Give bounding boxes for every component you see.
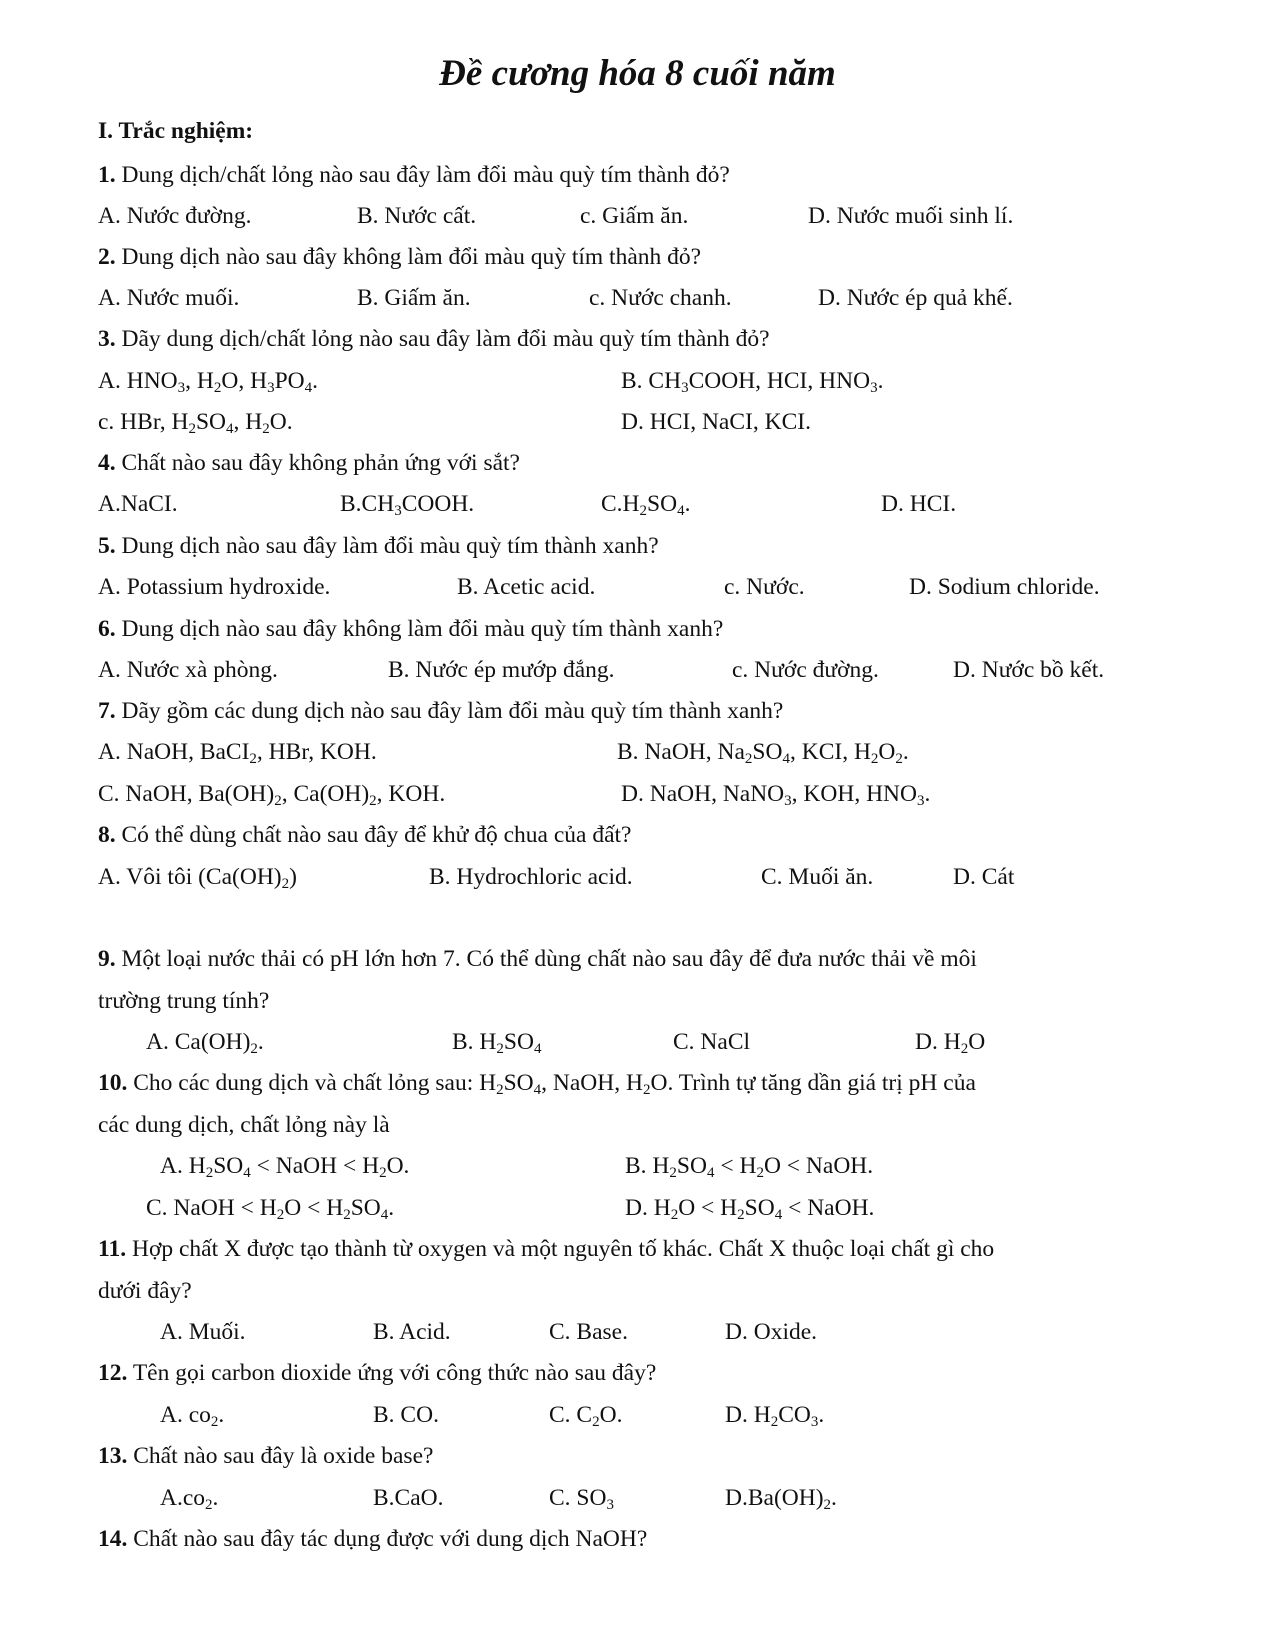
answer-option-a: A.NaCI. (98, 491, 178, 517)
question-13 (98, 1441, 433, 1471)
answer-option-d: D. Nước muối sinh lí. (808, 203, 1014, 229)
question-text: Cho các dung dịch và chất lỏng sau: $H_2SO_4$, NaOH, $H_2O$. Trình tự tăng dần giá trị pH của (127, 1070, 976, 1098)
answer-option-b: B. Acetic acid. (457, 574, 596, 600)
question-number: 12. (98, 1360, 128, 1386)
answer-option-d: D. Nước ép quả khế. (818, 285, 1013, 311)
question-14 (98, 1524, 647, 1554)
question-text: Tên gọi carbon dioxide ứng với công thức nào sau đây? (127, 1360, 657, 1386)
answer-option-c: C. $SO_3$ (549, 1485, 614, 1513)
question-number: 4. (98, 450, 116, 476)
answer-option-d: D. $H_2O < H_2SO_4$ < NaOH. (625, 1195, 875, 1223)
answer-option-c: $C.H_2SO_4$. (601, 491, 691, 519)
question-number: 10. (98, 1070, 128, 1096)
question-text: Hợp chất X được tạo thành từ oxygen và một nguyên tố khác. Chất X thuộc loại chất gì cho (126, 1236, 995, 1262)
answer-option-a: A. $H_2SO_4$ < NaOH < $H_2O$. (160, 1153, 410, 1181)
answer-option-b: B. Acid. (373, 1319, 451, 1345)
answer-option-a: A. NaOH, BaCI$_2$, HBr, KOH. (98, 739, 377, 767)
answer-option-b: B. Nước cất. (357, 203, 477, 229)
question-8 (98, 820, 632, 850)
answer-option-d: D. $H_2CO_3$. (725, 1402, 825, 1430)
question-text: Dãy dung dịch/chất lỏng nào sau đây làm đổi màu quỳ tím thành đỏ? (115, 326, 770, 352)
answer-option-b: B.CaO. (373, 1485, 444, 1511)
answer-option-c: c. Giấm ăn. (580, 203, 689, 229)
answer-option-c: c. HBr, $H_2SO_4$, $H_2O$. (98, 409, 293, 437)
question-number: 6. (98, 616, 116, 642)
question-text: Có thể dùng chất nào sau đây để khử độ chua của đất? (115, 822, 632, 848)
answer-option-b: B. $CH_3COOH$, HCI, $HNO_3$. (621, 368, 884, 396)
answer-option-d: D. Sodium chloride. (909, 574, 1100, 600)
answer-option-d: D. Nước bồ kết. (953, 657, 1105, 683)
question-number: 8. (98, 822, 116, 848)
answer-option-a: $A.co_2$. (160, 1485, 219, 1513)
question-7 (98, 696, 783, 726)
question-text: Dung dịch nào sau đây không làm đổi màu quỳ tím thành xanh? (115, 616, 724, 642)
answer-option-b: B. Giấm ăn. (357, 285, 471, 311)
question-text: Một loại nước thải có pH lớn hơn 7. Có thể dùng chất nào sau đây để đưa nước thải về môi (115, 946, 977, 972)
answer-option-c: c. Nước chanh. (589, 285, 732, 311)
question-text-continued: các dung dịch, chất lỏng này là (98, 1112, 390, 1138)
answer-option-c: C. NaOH, $Ba(OH)_2$, $Ca(OH)_2$, KOH. (98, 781, 446, 809)
answer-option-c: c. Nước. (724, 574, 805, 600)
answer-option-d: $D.Ba(OH)_2$. (725, 1485, 837, 1513)
question-4 (98, 448, 520, 478)
question-number: 3. (98, 326, 116, 352)
question-text-continued: trường trung tính? (98, 988, 270, 1014)
answer-option-b: B. Nước ép mướp đắng. (388, 657, 615, 683)
answer-option-a: A. $co_2$. (160, 1402, 225, 1430)
question-number: 5. (98, 533, 116, 559)
question-3 (98, 324, 770, 354)
question-5 (98, 531, 659, 561)
answer-option-d: D. $H_2O$ (915, 1029, 986, 1057)
answer-option-d: D. NaOH, NaNO$_3$, KOH, $HNO_3$. (621, 781, 931, 809)
answer-option-a: A. Potassium hydroxide. (98, 574, 331, 600)
answer-option-b: B. NaOH, $Na_2SO_4$, KCI, $H_2O_2$. (617, 739, 909, 767)
section-heading: I. Trắc nghiệm: (98, 118, 254, 144)
question-number: 9. (98, 946, 116, 972)
question-text: Dung dịch nào sau đây không làm đổi màu quỳ tím thành đỏ? (115, 244, 702, 270)
answer-option-c: C. NaCl (673, 1029, 751, 1055)
answer-option-a: A. Muối. (160, 1319, 246, 1345)
question-6 (98, 614, 723, 644)
answer-option-b: B. Hydrochloric acid. (429, 864, 633, 890)
question-number: 13. (98, 1443, 128, 1469)
question-text: Dung dịch/chất lỏng nào sau đây làm đổi màu quỳ tím thành đỏ? (115, 162, 730, 188)
answer-option-c: C. NaOH < $H_2O < H_2SO_4$. (146, 1195, 395, 1223)
answer-option-d: D. HCI. (881, 491, 957, 517)
question-9 (98, 944, 977, 974)
answer-option-a: A. Nước muối. (98, 285, 240, 311)
answer-option-b: B. $H_2SO_4 < H_2O$ < NaOH. (625, 1153, 874, 1181)
answer-option-a: A. $HNO_3$, $H_2O$, $H_3PO_4$. (98, 368, 318, 396)
question-10 (98, 1068, 976, 1098)
answer-option-c: C. Muối ăn. (761, 864, 874, 890)
answer-option-b: $B.CH_3COOH$. (340, 491, 475, 519)
question-number: 11. (98, 1236, 127, 1262)
answer-option-d: D. Cát (953, 864, 1015, 890)
question-number: 1. (98, 162, 116, 188)
answer-option-d: D. Oxide. (725, 1319, 818, 1345)
question-text: Chất nào sau đây là oxide base? (127, 1443, 434, 1469)
question-number: 2. (98, 244, 116, 270)
question-number: 7. (98, 698, 116, 724)
answer-option-a: A. $Ca(OH)_2$. (146, 1029, 264, 1057)
answer-option-b: B. $H_2SO_4$ (452, 1029, 542, 1057)
answer-option-a: A. Vôi tôi $(Ca(OH)_2)$ (98, 864, 297, 892)
question-text: Chất nào sau đây tác dụng được với dung dịch NaOH? (127, 1526, 648, 1552)
answer-option-d: D. HCI, NaCI, KCI. (621, 409, 811, 435)
question-text-continued: dưới đây? (98, 1278, 192, 1304)
question-text: Dãy gồm các dung dịch nào sau đây làm đổi màu quỳ tím thành xanh? (115, 698, 784, 724)
question-1 (98, 160, 730, 190)
question-11 (98, 1234, 994, 1264)
question-number: 14. (98, 1526, 128, 1552)
answer-option-c: C. $C_2O$. (549, 1402, 623, 1430)
question-2 (98, 242, 701, 272)
question-text: Chất nào sau đây không phản ứng với sắt? (115, 450, 520, 476)
answer-option-a: A. Nước xà phòng. (98, 657, 278, 683)
document-title: Đề cương hóa 8 cuối năm (439, 53, 836, 94)
answer-option-b: B. CO. (373, 1402, 439, 1428)
answer-option-c: C. Base. (549, 1319, 628, 1345)
question-12 (98, 1358, 656, 1388)
answer-option-c: c. Nước đường. (732, 657, 879, 683)
question-text: Dung dịch nào sau đây làm đổi màu quỳ tím thành xanh? (115, 533, 659, 559)
answer-option-a: A. Nước đường. (98, 203, 252, 229)
